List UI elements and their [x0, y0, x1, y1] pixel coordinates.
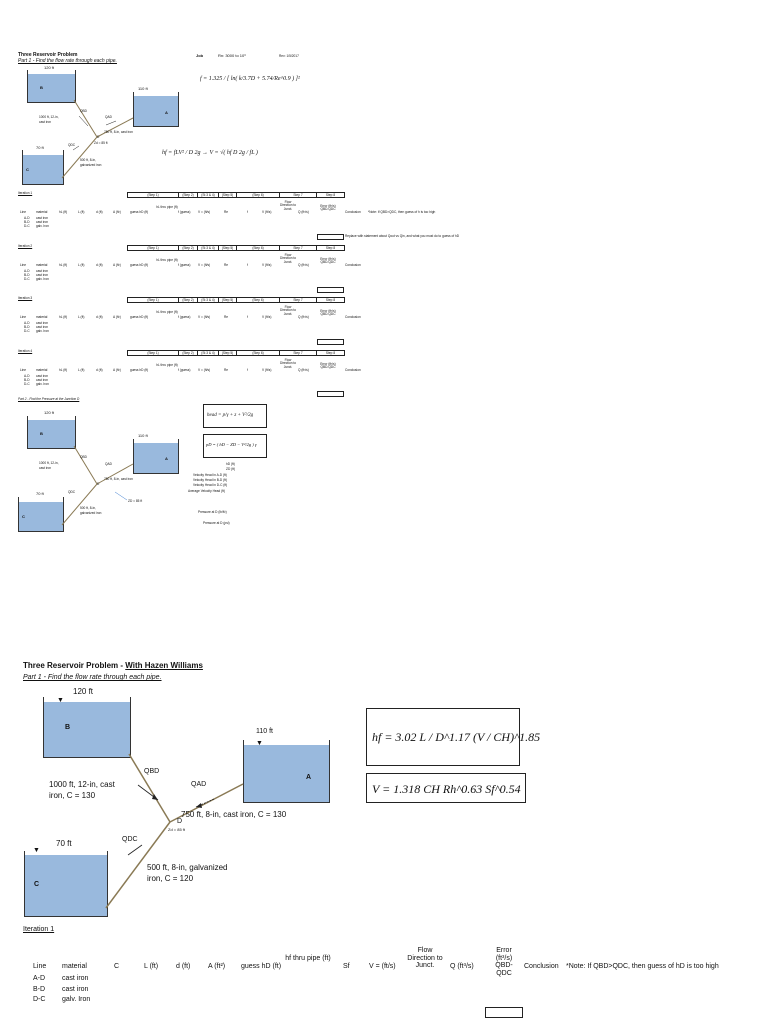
q-bd-small: QBD	[80, 109, 87, 113]
water-level-a-icon: ▼	[256, 740, 263, 747]
col-material-4: material	[36, 368, 48, 372]
col-vfts: V (ft/s)	[262, 210, 272, 214]
col-re-3: Re	[224, 315, 229, 319]
col-line-4: Line	[20, 368, 27, 372]
step-3-header-4: (St 3 & 4)	[197, 350, 219, 356]
step-5-header: (Step 5)	[218, 192, 237, 198]
col-flow-2: Flow Direction to Junct.	[279, 253, 297, 264]
row-dc-material-2: galv. Iron	[36, 277, 49, 281]
col-f-3: f	[247, 315, 248, 319]
q-ad-part2: QAD	[105, 462, 112, 466]
hw-col-v: V = (ft/s)	[369, 963, 396, 970]
step-8-header-2: Step 8	[316, 245, 345, 251]
col-guess: guess hD (ft)	[130, 210, 149, 214]
step-6-header-4: (Step 6)	[236, 350, 280, 356]
col-l: L (ft)	[78, 210, 85, 214]
col-d-3: d (ft)	[96, 315, 103, 319]
hw-col-d: d (ft)	[176, 963, 191, 970]
col-f-4: f	[247, 368, 248, 372]
step-2-header: (Step 2)	[178, 192, 198, 198]
col-d: d (ft)	[96, 210, 103, 214]
col-hl: hL (ft)	[59, 210, 68, 214]
iteration-4-label: Iteration 4	[18, 349, 33, 353]
col-conclusion: Conclusion	[345, 210, 361, 214]
q-bd-part2: QBD	[80, 455, 87, 459]
row-ad-line-3: A-D	[24, 321, 30, 325]
row-ad-material-3: cast iron	[36, 321, 49, 325]
tank-b-large-label: B	[65, 724, 71, 731]
pipe-ad-large: 750 ft, 8-in, cast iron, C = 130	[181, 810, 287, 819]
step-2-header-3: (Step 2)	[178, 297, 198, 303]
step-2-header-4: (Step 2)	[178, 350, 198, 356]
row-dc-line-4: D-C	[24, 382, 30, 386]
col-hl-thru-2: hL thru pipe (ft)	[156, 258, 178, 262]
q-dc-large: QDC	[122, 836, 138, 843]
tank-b-label-part2: B	[40, 431, 43, 436]
pipe-bd-1: 1000 ft, 12-in,	[39, 115, 59, 119]
hw-equation-2-box	[366, 773, 526, 803]
row-dc-material: galv. Iron	[36, 224, 49, 228]
col-f-2: f	[247, 263, 248, 267]
hw-col-guess: guess hD (ft)	[241, 963, 282, 970]
iteration-1-label: Iteration 1	[18, 191, 33, 195]
step-3-header-3: (St 3 & 4)	[197, 297, 219, 303]
col-error: Error (ft³/s) QBD-QDC	[320, 204, 336, 212]
col-l-4: L (ft)	[78, 368, 85, 372]
hw-col-conclusion: Conclusion	[524, 963, 559, 970]
col-hl-2: hL (ft)	[59, 263, 68, 267]
elev-b-part2: 120 ft	[44, 410, 55, 415]
step-1-header-4: (Step 1)	[127, 350, 179, 356]
pipe-bd-large-1: 1000 ft, 12-in, cast	[49, 780, 115, 789]
col-hl-thru-4: hL thru pipe (ft)	[156, 363, 178, 367]
col-q-3: Q (ft³/s)	[298, 315, 309, 319]
hw-conclusion-box[interactable]	[485, 1007, 523, 1018]
hw-row-ad-material: cast iron	[62, 975, 89, 982]
step-7-header-4: Step 7	[279, 350, 317, 356]
hw-part1: Part 1 - Find the flow rate through each pipe.	[23, 674, 162, 681]
col-error-4: Error (ft³/s) QBD-QDC	[320, 362, 336, 370]
hw-row-bd-line: B-D	[33, 986, 46, 993]
hw-col-hf-thru: hf thru pipe (ft)	[285, 955, 331, 962]
pressure-equation: pD = ( hD − ZD − V²/2g ) γ	[206, 442, 257, 447]
col-l-2: L (ft)	[78, 263, 85, 267]
q-bd-large: QBD	[144, 768, 160, 775]
row-ad-line: A-D	[24, 216, 30, 220]
pipe-ad-part2: 750 ft, 8-in, cast iron	[104, 477, 133, 481]
col-flow-3: Flow Direction to Junct.	[279, 305, 297, 316]
step-6-header-3: (Step 6)	[236, 297, 280, 303]
q-dc-part2: QDC	[68, 490, 76, 494]
hw-equation-2: V = 1.318 CH Rh^0.63 Sf^0.54	[372, 782, 521, 796]
col-guess-4: guess hD (ft)	[130, 368, 149, 372]
header-mid1: Job	[196, 53, 204, 58]
equation-hf: hf = fLV² / D 2g → V = √( hf D 2g / fL )	[162, 150, 258, 156]
col-re-4: Re	[224, 368, 229, 372]
col-v-2: V = (ft/s)	[198, 263, 211, 267]
step-1-header: (Step 1)	[127, 192, 179, 198]
col-fguess-3: f (guess)	[178, 315, 191, 319]
col-l-3: L (ft)	[78, 315, 85, 319]
row-ad-line-2: A-D	[24, 269, 30, 273]
label-avg-vh: Average Velocity Head (ft)	[188, 489, 225, 493]
tank-c-label: C	[26, 167, 29, 172]
hw-col-sf: Sf	[343, 963, 350, 970]
hw-note: *Note: If QBD>QDC, then guess of hD is too high	[566, 963, 719, 970]
col-hl-thru: hL thru pipe (ft)	[156, 205, 178, 209]
hw-iteration-label: Iteration 1	[23, 926, 55, 933]
hw-col-q: Q (ft³/s)	[450, 963, 474, 970]
hw-row-dc-material: galv. Iron	[62, 996, 91, 1003]
iteration-3-label: Iteration 3	[18, 296, 33, 300]
elev-c: 70 ft	[36, 145, 44, 150]
col-d-2: d (ft)	[96, 263, 103, 267]
q-ad-large: QAD	[191, 781, 207, 788]
col-line: Line	[20, 210, 27, 214]
row-ad-material: cast iron	[36, 216, 49, 220]
junction-d-small: D	[97, 135, 100, 139]
col-material-3: material	[36, 315, 48, 319]
col-fguess-4: f (guess)	[178, 368, 191, 372]
col-vfts-2: V (ft/s)	[262, 263, 272, 267]
row-bd-line-3: B-D	[24, 325, 30, 329]
step-5-header-2: (Step 5)	[218, 245, 237, 251]
water-level-b-icon: ▼	[57, 697, 64, 704]
col-v-4: V = (ft/s)	[198, 368, 211, 372]
step-3-header: (St 3 & 4)	[197, 192, 219, 198]
label-vh-dc: Velocity Head in D-C (ft)	[193, 483, 228, 487]
pipe-bd-large-2: iron, C = 130	[49, 791, 96, 800]
col-conclusion-2: Conclusion	[345, 263, 361, 267]
hw-col-error: Error (ft³/s) QBD-QDC	[495, 947, 513, 978]
pipe-ad: 750 ft, 8-in, cast iron	[104, 130, 133, 134]
q-dc-small: QDC	[68, 143, 76, 147]
col-fguess-2: f (guess)	[178, 263, 191, 267]
hw-row-dc-line: D-C	[33, 996, 46, 1003]
hw-equation-1-box	[366, 708, 541, 766]
junction-d-part2: D	[97, 482, 100, 486]
header-right: Rev: 1/5/2017	[279, 54, 299, 58]
header-mid2: Rn: 3000 to 10³	[218, 53, 246, 58]
col-v-3: V = (ft/s)	[198, 315, 211, 319]
col-error-2: Error (ft³/s) QBD-QDC	[320, 257, 336, 265]
tank-b-label: B	[40, 85, 43, 90]
iteration-1-note2: Replace with statement about Qout vs Qin, and what you must do to guess of hD	[345, 234, 460, 238]
row-dc-line-2: D-C	[24, 277, 30, 281]
hw-col-flow: Flow Direction to Junct.	[407, 947, 443, 970]
pipe-dc-part2-2: galvanized iron	[80, 511, 102, 515]
row-bd-line-2: B-D	[24, 273, 30, 277]
row-ad-material-4: cast iron	[36, 374, 49, 378]
row-bd-line-4: B-D	[24, 378, 30, 382]
hw-row-bd-material: cast iron	[62, 986, 89, 993]
tank-a-label-part2: A	[165, 456, 168, 461]
label-vh-bd: Velocity Head in B-D (ft)	[193, 478, 228, 482]
zd-large: Zd = 85 ft	[168, 827, 186, 832]
col-conclusion-4: Conclusion	[345, 368, 361, 372]
elev-a-part2: 110 ft	[138, 433, 148, 438]
row-bd-material: cast iron	[36, 220, 49, 224]
row-dc-line-3: D-C	[24, 329, 30, 333]
step-5-header-4: (Step 5)	[218, 350, 237, 356]
junction-d-large: D	[177, 818, 183, 825]
hw-col-a: A (ft²)	[208, 963, 226, 970]
col-error-3: Error (ft³/s) QBD-QDC	[320, 309, 336, 317]
label-zd: ZD (ft)	[226, 467, 236, 471]
step-3-header-2: (St 3 & 4)	[197, 245, 219, 251]
col-a: A (ft²)	[113, 210, 121, 214]
row-dc-material-4: galv. Iron	[36, 382, 49, 386]
elev-c-large: 70 ft	[56, 839, 72, 848]
hw-col-material: material	[62, 963, 87, 970]
col-conclusion-3: Conclusion	[345, 315, 361, 319]
top-part1: Part 1 - Find the flow rate through each pipe.	[18, 58, 117, 64]
row-bd-line: B-D	[24, 220, 30, 224]
pipe-bd-part2-1: 1000 ft, 12-in,	[39, 461, 59, 465]
col-material-2: material	[36, 263, 48, 267]
hw-title-underlined: With Hazen Williams	[125, 661, 203, 670]
col-a-3: A (ft²)	[113, 315, 121, 319]
water-level-c-icon: ▼	[33, 847, 40, 854]
elev-b: 120 ft	[44, 65, 55, 70]
zd-part2: ZD = 85 ft	[128, 499, 143, 503]
col-vfts-4: V (ft/s)	[262, 368, 272, 372]
col-guess-2: guess hD (ft)	[130, 263, 149, 267]
elev-c-part2: 70 ft	[36, 491, 44, 496]
hw-row-ad-line: A-D	[33, 975, 46, 982]
row-ad-material-2: cast iron	[36, 269, 49, 273]
col-fguess: f (guess)	[178, 210, 191, 214]
col-hl-3: hL (ft)	[59, 315, 68, 319]
col-a-4: A (ft²)	[113, 368, 121, 372]
row-bd-material-2: cast iron	[36, 273, 49, 277]
step-1-header-3: (Step 1)	[127, 297, 179, 303]
step-2-header-2: (Step 2)	[178, 245, 198, 251]
step-8-header: Step 8	[316, 192, 345, 198]
head-equation: head = p/γ + z + V²/2g	[207, 413, 254, 418]
q-ad-small: QAD	[105, 115, 112, 119]
col-q: Q (ft³/s)	[298, 210, 309, 214]
hw-col-l: L (ft)	[144, 963, 159, 970]
col-guess-3: guess hD (ft)	[130, 315, 149, 319]
col-d-4: d (ft)	[96, 368, 103, 372]
tank-a-large-label: A	[306, 774, 312, 781]
elev-b-large: 120 ft	[73, 687, 94, 696]
hw-title-plain: Three Reservoir Problem -	[23, 661, 126, 670]
step-7-header-2: Step 7	[279, 245, 317, 251]
pipe-bd-2: cast iron	[39, 120, 52, 124]
step-5-header-3: (Step 5)	[218, 297, 237, 303]
row-bd-material-3: cast iron	[36, 325, 49, 329]
top-title: Three Reservoir Problem	[18, 52, 78, 58]
pressure-psi: Pressure at D (psi)	[203, 521, 230, 525]
col-a-2: A (ft²)	[113, 263, 121, 267]
pipe-dc-large-1: 500 ft, 8-in, galvanized	[147, 863, 228, 872]
col-hl-thru-3: hL thru pipe (ft)	[156, 310, 178, 314]
step-8-header-4: Step 8	[316, 350, 345, 356]
iteration-2-label: Iteration 2	[18, 244, 33, 248]
step-6-header-2: (Step 6)	[236, 245, 280, 251]
col-f: f	[247, 210, 248, 214]
pressure-lbft2: Pressure at D (lb/ft²)	[198, 510, 227, 514]
col-re: Re	[224, 210, 229, 214]
label-hd: hD (ft)	[226, 462, 235, 466]
pipe-dc-large-2: iron, C = 120	[147, 874, 194, 883]
step-8-header-3: Step 8	[316, 297, 345, 303]
elev-a: 110 ft	[138, 86, 148, 91]
row-bd-material-4: cast iron	[36, 378, 49, 382]
step-6-header: (Step 6)	[236, 192, 280, 198]
hw-equation-1: hf = 3.02 L / D^1.17 (V / CH)^1.85	[372, 730, 541, 744]
col-v: V = (ft/s)	[198, 210, 211, 214]
hw-col-line: Line	[33, 963, 47, 970]
col-material: material	[36, 210, 48, 214]
col-q-4: Q (ft³/s)	[298, 368, 309, 372]
col-vfts-3: V (ft/s)	[262, 315, 272, 319]
col-hl-4: hL (ft)	[59, 368, 68, 372]
iteration-1-note: *Note: If QBD>QDC, then guess of h is too high	[368, 210, 436, 214]
col-flow-4: Flow Direction to Junct.	[279, 358, 297, 369]
row-ad-line-4: A-D	[24, 374, 30, 378]
pipe-bd-part2-2: cast iron	[39, 466, 52, 470]
row-dc-line: D-C	[24, 224, 30, 228]
step-7-header: Step 7	[279, 192, 317, 198]
tank-c-label-part2: C	[22, 514, 25, 519]
label-vh-ad: Velocity Head in A-D (ft)	[193, 473, 227, 477]
tank-a-label: A	[165, 110, 168, 115]
step-7-header-3: Step 7	[279, 297, 317, 303]
col-line-2: Line	[20, 263, 27, 267]
part2-title: Part 2 - Find the Pressure at the Junction D	[18, 397, 80, 401]
pipe-dc-part2-1: 500 ft, 8-in,	[80, 506, 96, 510]
elev-a-large: 110 ft	[256, 728, 273, 735]
tank-c-large-label: C	[34, 881, 40, 888]
row-dc-material-3: galv. Iron	[36, 329, 49, 333]
step-1-header-2: (Step 1)	[127, 245, 179, 251]
col-flow: Flow Direction to Junct.	[279, 200, 297, 211]
equation-f: f = 1.325 / [ ln( k/3.7D + 5.74/Re^0.9 ) ]²	[200, 76, 300, 82]
col-q-2: Q (ft³/s)	[298, 263, 309, 267]
pipe-dc-2: galvanized iron	[80, 163, 102, 167]
col-line-3: Line	[20, 315, 27, 319]
col-re-2: Re	[224, 263, 229, 267]
pipe-dc-1: 500 ft, 8-in,	[80, 158, 96, 162]
zd-small: Zd = 85 ft	[94, 141, 108, 145]
hw-col-c: C	[114, 963, 120, 970]
